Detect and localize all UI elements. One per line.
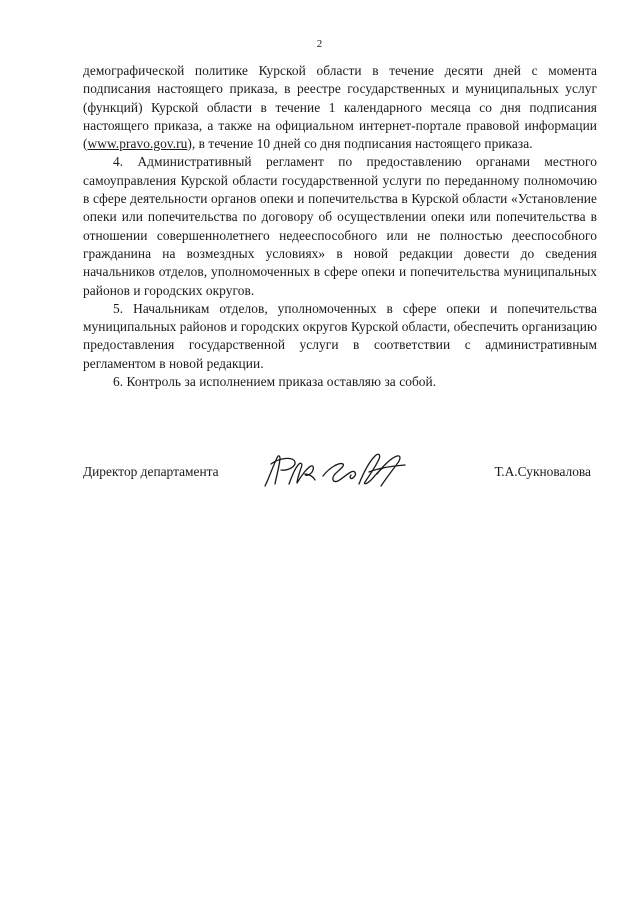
paragraph-continuation-text: демографической политике Курской области в течение десяти дней с момента подписания настоящего приказа, в реестре государственных и муниципальных услуг (функций) Курской области в течение 1 календарного месяца со дня подписания настоящего приказа, а также на официальном интернет-портале правовой информации (	[83, 63, 597, 152]
paragraph-4: 4. Административный регламент по предоставлению органами местного самоуправления Курской области государственной услуги по переданному полномочию в сфере деятельности органов опеки и попечительства в Курской области «Установление опеки или попечительства по договору об осуществлении опеки или попечительства в отношении совершеннолетнего недееспособного или не полностью дееспособного гражданина на возмездных условиях» в новой редакции довести до сведения начальников отделов, уполномоченных в сфере опеки и попечительства муниципальных районов и городских округов.	[83, 154, 597, 298]
paragraph-6: 6. Контроль за исполнением приказа оставляю за собой.	[113, 374, 437, 390]
page-number: 2	[316, 38, 323, 50]
pravo-link[interactable]: www.pravo.gov.ru	[87, 136, 188, 152]
signatory-name: Т.А.Сукновалова	[494, 464, 591, 479]
paragraph-continuation	[83, 62, 597, 153]
handwritten-signature	[259, 450, 409, 492]
signatory-position: Директор департамента	[83, 464, 219, 479]
paragraph-continuation-tail: ), в течение 10 дней со дня подписания настоящего приказа.	[187, 136, 533, 152]
document-body	[83, 62, 597, 391]
paragraph-5: 5. Начальникам отделов, уполномоченных в сфере опеки и попечительства муниципальных районов и городских округов Курской области, обеспечить организацию предоставления государственной услуги в соответствии с административным регламентом в новой редакции.	[83, 300, 597, 371]
signature-block	[83, 452, 597, 492]
